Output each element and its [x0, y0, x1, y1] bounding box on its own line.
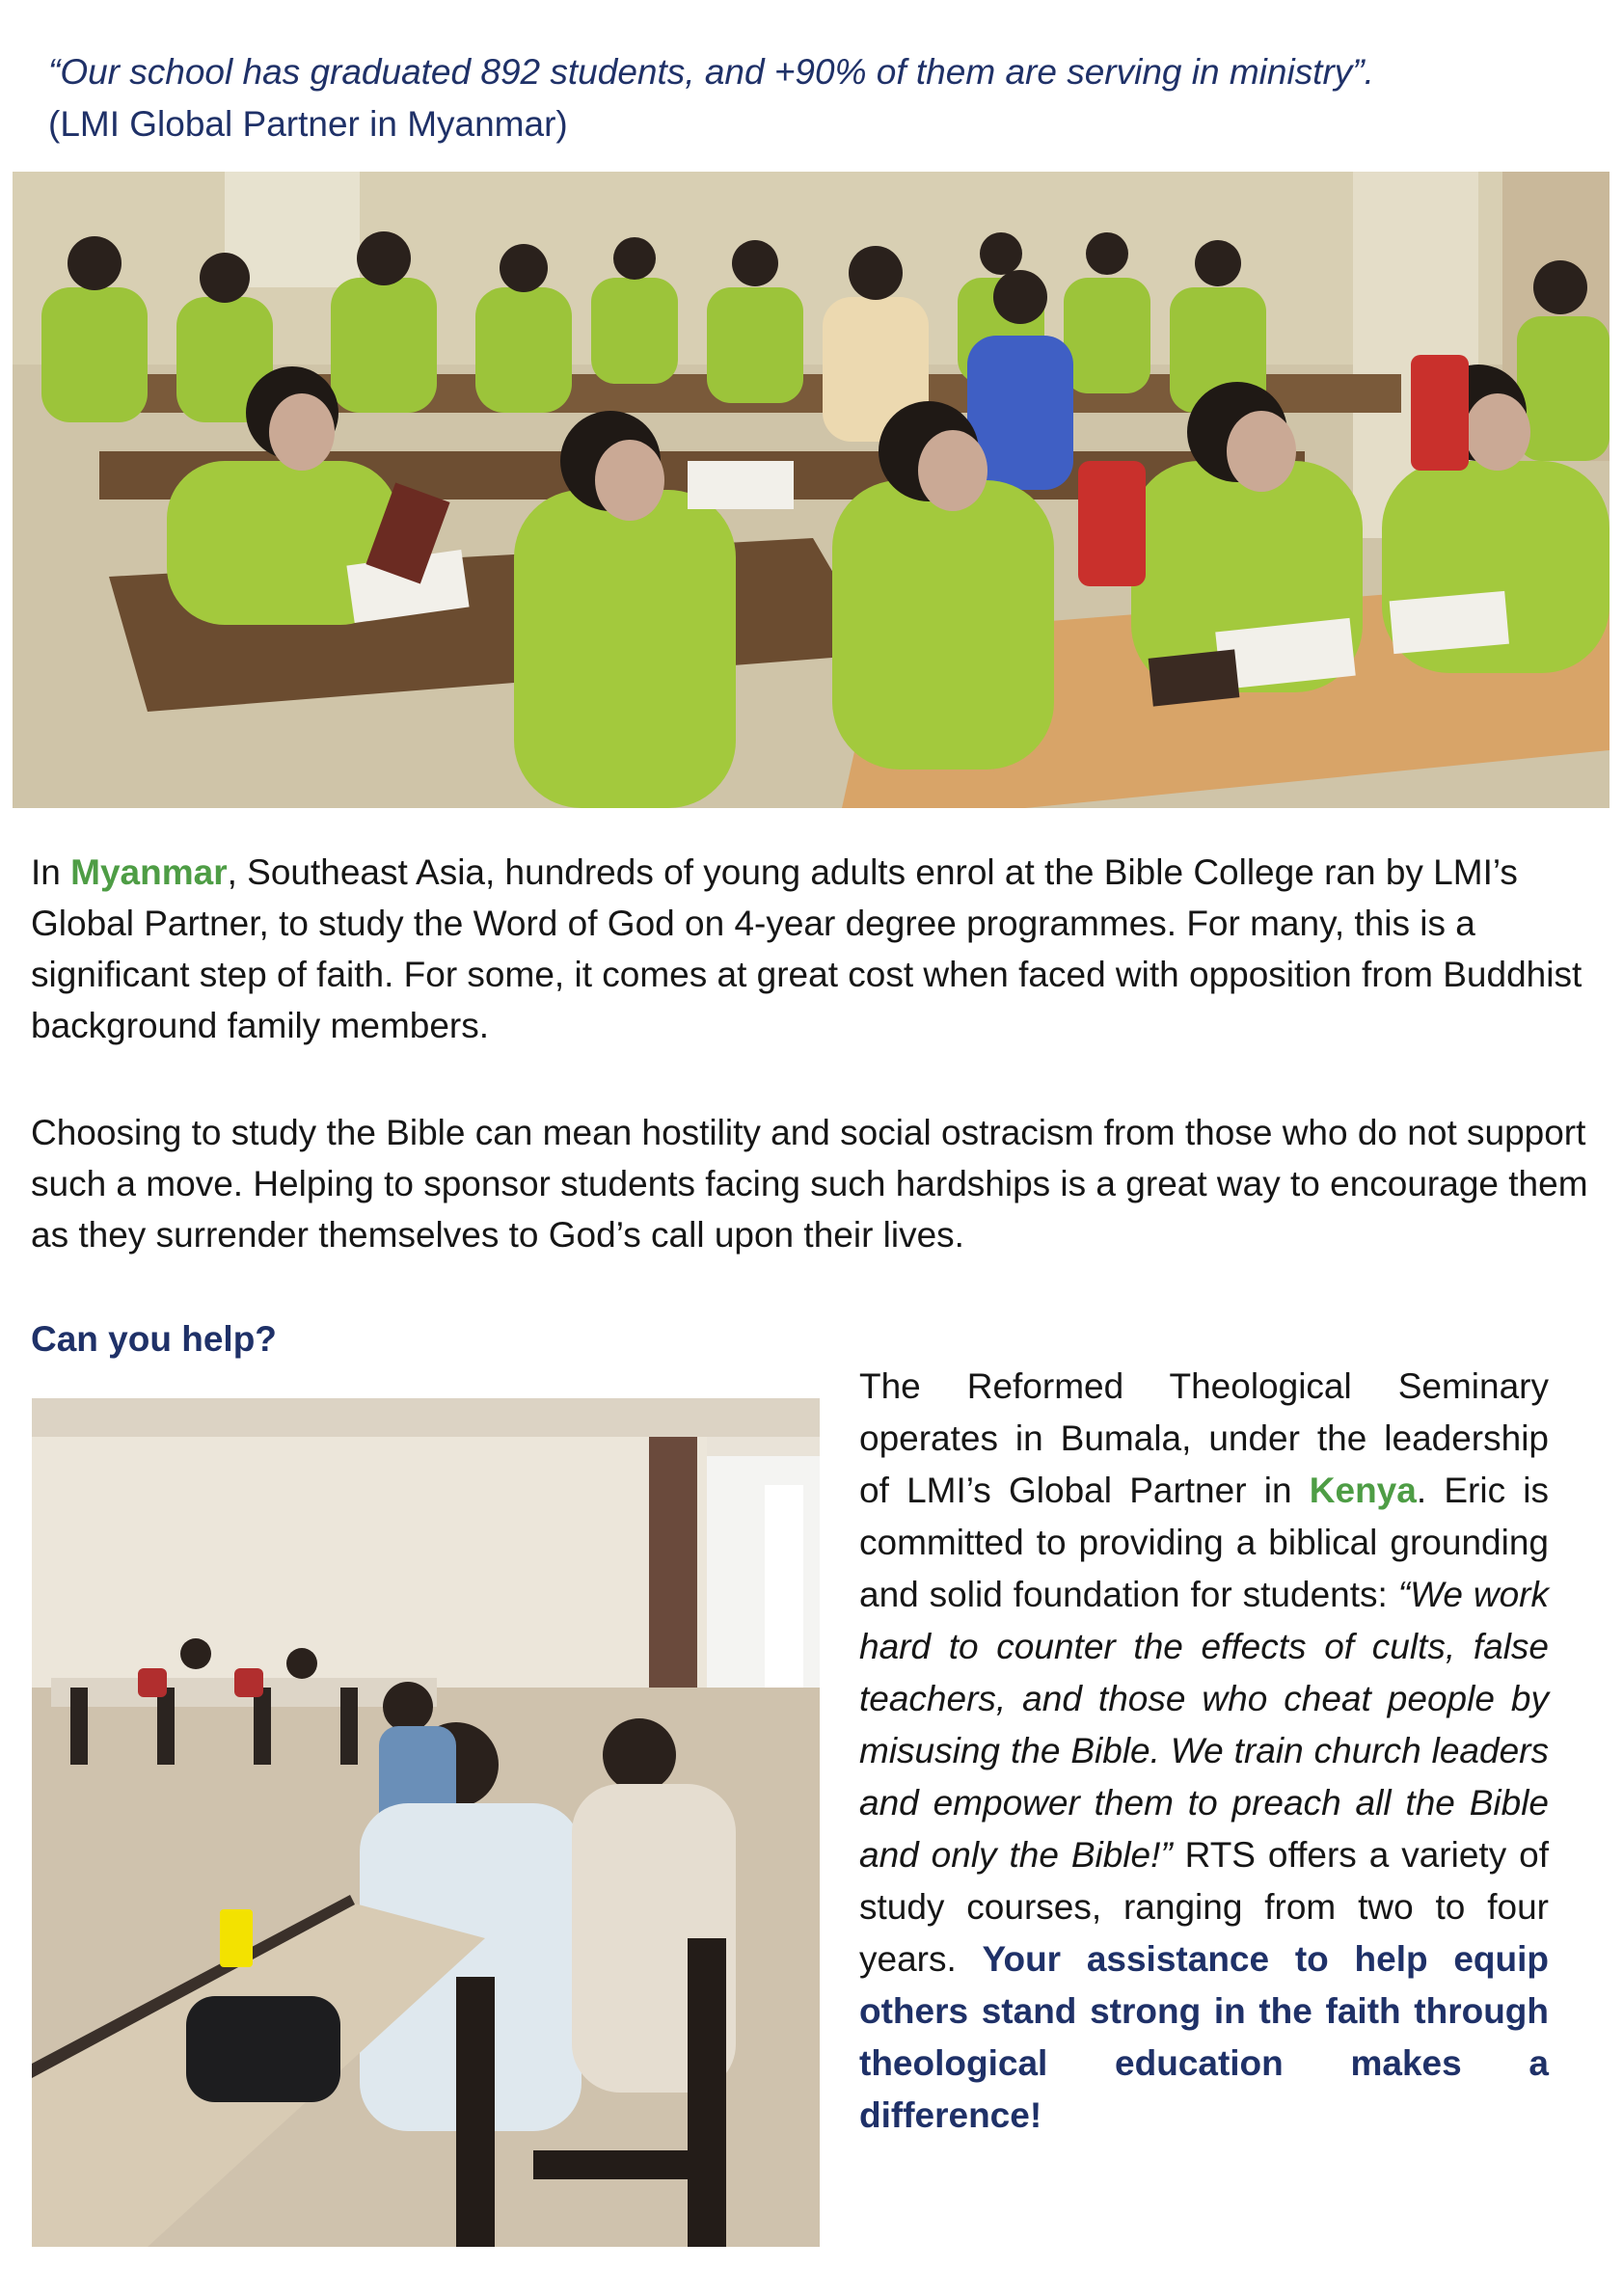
- call-to-action: Your assistance to help equip others stand strong in the faith through theological education makes a difference!: [859, 1939, 1549, 2135]
- kenya-intro: The Reformed Theological Seminary operates in Bumala, under the leadership of LMI’s Global Partner in: [859, 1366, 1549, 1510]
- para-1-rest: , Southeast Asia, hundreds of young adults enrol at the Bible College ran by LMI’s Global Partner, to study the Word of God on 4-year degree programmes. For many, this is a significant step of faith. For some, it comes at great cost when faced with opposition from Buddhist background family members.: [31, 852, 1582, 1045]
- kenya-after-country: . Eric is committed to providing a biblical grounding and solid foundation for students:: [859, 1471, 1550, 1614]
- para-1-lead: In: [31, 852, 71, 892]
- help-heading: Can you help?: [31, 1319, 277, 1359]
- seminary-illustration: [32, 1398, 820, 2247]
- kenya-after-quote: RTS offers a variety of study courses, ranging from two to four years.: [859, 1835, 1549, 1979]
- kenya-paragraph: [859, 1361, 1549, 2142]
- quote-text: “Our school has graduated 892 students, and +90% of them are serving in ministry”.: [48, 52, 1374, 92]
- myanmar-highlight: Myanmar: [70, 852, 228, 892]
- myanmar-paragraph: [31, 847, 1603, 1051]
- seminary-photo: [32, 1398, 820, 2247]
- sponsorship-paragraph: Choosing to study the Bible can mean hostility and social ostracism from those who do not support such a move. Helping to sponsor students facing such hardships is a great way to encourage them as they surrender themselves to God’s call upon their lives.: [31, 1113, 1588, 1255]
- quote-attribution: (LMI Global Partner in Myanmar): [48, 104, 568, 144]
- kenya-highlight: Kenya: [1309, 1471, 1417, 1510]
- classroom-photo: [13, 172, 1609, 808]
- pull-quote: [48, 46, 1591, 150]
- eric-quote: “We work hard to counter the effects of cults, false teachers, and those who cheat people by misusing the Bible. We train church leaders and empower them to preach all the Bible and only the Bible!”: [859, 1575, 1549, 1875]
- classroom-illustration: [13, 172, 1609, 808]
